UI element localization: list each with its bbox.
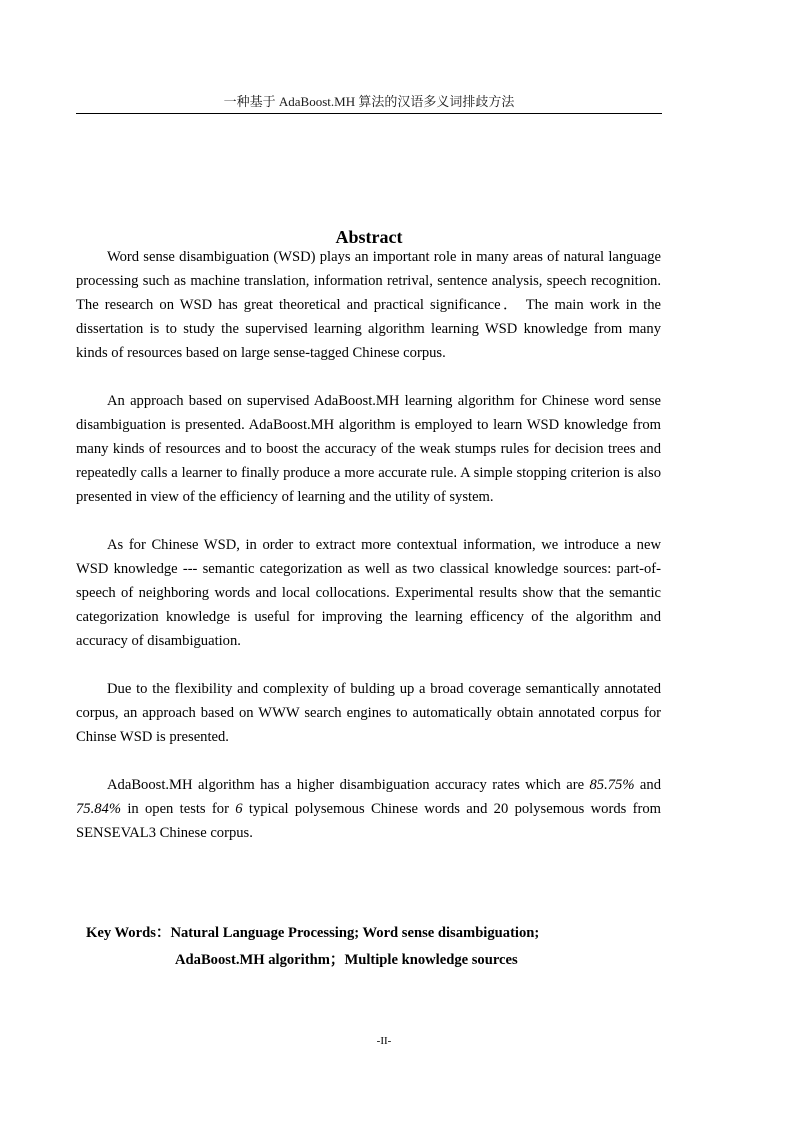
keywords-block bbox=[86, 920, 686, 974]
results-text-3: in open tests for bbox=[121, 801, 236, 817]
keywords-line-1: Key Words：Natural Language Processing; Word sense disambiguation; bbox=[86, 925, 540, 941]
abstract-title: Abstract bbox=[335, 227, 403, 247]
results-text-2: and bbox=[634, 777, 661, 793]
results-text-1: AdaBoost.MH algorithm has a higher disambiguation accuracy rates which are bbox=[107, 777, 590, 793]
abstract-paragraph-1: Word sense disambiguation (WSD) plays an important role in many areas of natural language processing such as machine translation, information retrival, sentence analysis, speech recognition. The research on WSD has great theoretical and practical significance． The main work in the dissertation is to study the supervised learning algorithm learning WSD knowledge from many kinds of resources based on large sense-tagged Chinese corpus. bbox=[76, 249, 661, 361]
abstract-paragraph-3: As for Chinese WSD, in order to extract more contextual information, we introduce a new WSD knowledge --- semantic categorization as well as two classical knowledge sources: part-of-speech of neighboring words and local collocations. Experimental results show that the semantic categorization knowledge is useful for improving the learning efficency of the algorithm and accuracy of disambiguation. bbox=[76, 537, 661, 649]
open-test-rate-2: 75.84% bbox=[76, 801, 121, 817]
keywords-line-2: AdaBoost.MH algorithm；Multiple knowledge sources bbox=[175, 952, 518, 968]
running-header: 一种基于 AdaBoost.MH 算法的汉语多义词排歧方法 bbox=[223, 94, 515, 109]
page-number: -II- bbox=[376, 1035, 392, 1047]
abstract-paragraph-5 bbox=[76, 773, 661, 845]
typical-word-count: 6 bbox=[235, 801, 243, 817]
open-test-rate-1: 85.75% bbox=[589, 777, 635, 793]
header-rule bbox=[76, 113, 662, 114]
abstract-paragraph-2: An approach based on supervised AdaBoost.MH learning algorithm for Chinese word sense disambiguation is presented. AdaBoost.MH algorithm is employed to learn WSD knowledge from many kinds of resources and to boost the accuracy of the weak stumps rules for decision trees and repeatedly calls a learner to finally produce a more accurate rule. A simple stopping criterion is also presented in view of the efficiency of learning and the utility of system. bbox=[76, 393, 661, 505]
results-text-4: typical polysemous Chinese words and 20 polysemous words from SENSEVAL3 Chinese corpus. bbox=[76, 801, 661, 841]
abstract-paragraph-4: Due to the flexibility and complexity of bulding up a broad coverage semantically annotated corpus, an approach based on WWW search engines to automatically obtain annotated corpus for Chinse WSD is presented. bbox=[76, 681, 661, 745]
abstract-body bbox=[76, 245, 661, 869]
